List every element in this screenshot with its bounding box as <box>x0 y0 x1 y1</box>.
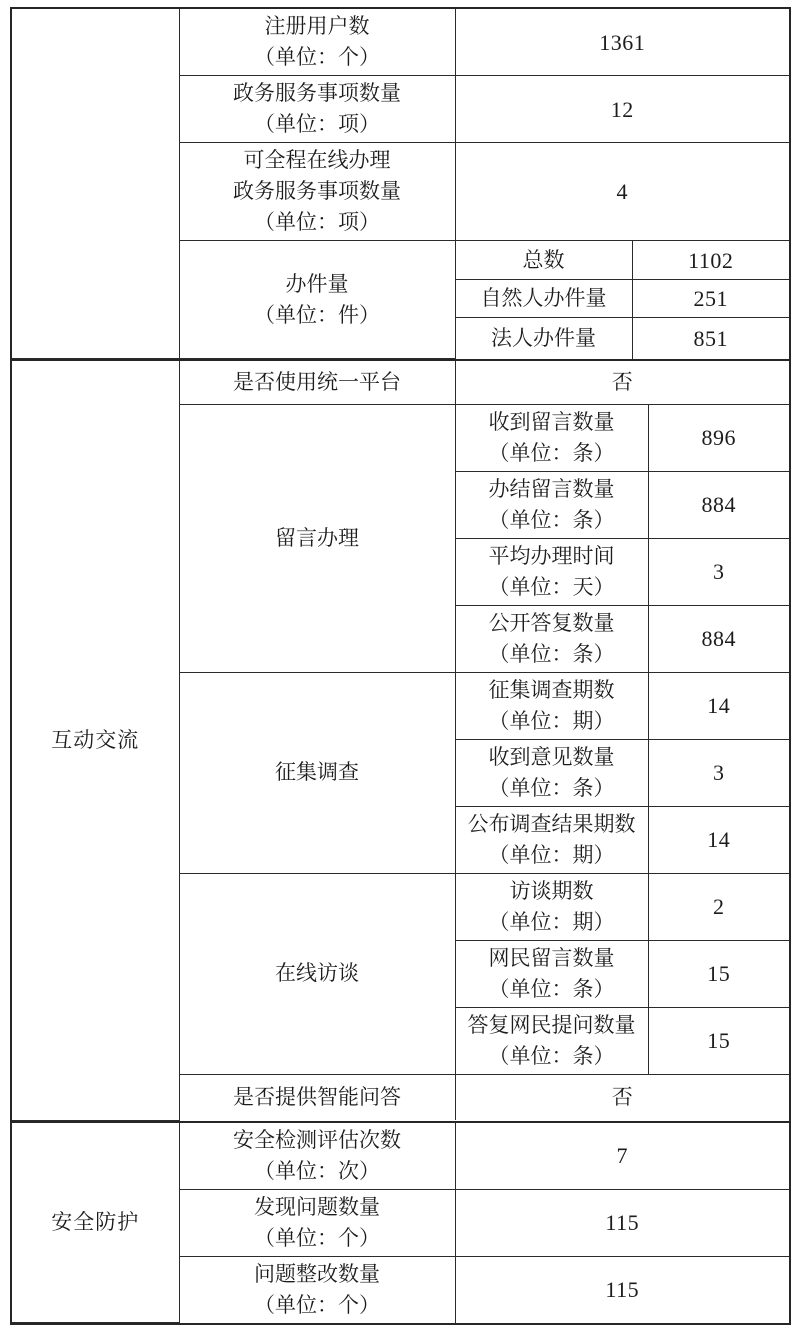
messages-completed-label <box>455 471 648 538</box>
label-line: 问题整改数量 <box>254 1261 380 1286</box>
netizen-messages-label <box>455 940 648 1007</box>
cases-total-value: 1102 <box>632 241 789 280</box>
unit-line: （单位：件） <box>254 302 380 327</box>
smart-qa-label: 是否提供智能问答 <box>179 1074 455 1120</box>
unit-line: （单位：个） <box>254 45 380 69</box>
unit-line: （单位：条） <box>488 507 615 532</box>
unit-line: （单位：期） <box>488 909 615 934</box>
cases-legal-value: 851 <box>632 318 789 359</box>
survey-group-label: 征集调查 <box>179 672 455 873</box>
table-section-top <box>12 9 789 359</box>
label-line: 办结留言数量 <box>488 476 615 501</box>
category-cell-security: 安全防护 <box>12 1122 179 1323</box>
category-cell-interaction: 互动交流 <box>12 360 179 1120</box>
interview-issues-value: 2 <box>648 873 789 940</box>
unit-line: （单位：条） <box>488 440 615 465</box>
label-line: 征集调查期数 <box>488 677 615 702</box>
avg-processing-time-label <box>455 538 648 605</box>
table-section-interaction <box>12 359 789 1121</box>
unit-line: （单位：条） <box>488 1043 615 1068</box>
security-checks-label <box>179 1122 455 1190</box>
cases-legal-label: 法人办件量 <box>455 318 632 359</box>
messages-received-label <box>455 404 648 471</box>
survey-issues-label <box>455 672 648 739</box>
unit-line: （单位：条） <box>488 775 615 800</box>
results-published-label <box>455 806 648 873</box>
problems-found-value: 115 <box>455 1189 789 1256</box>
label-line: 访谈期数 <box>509 878 594 903</box>
unit-line: （单位：期） <box>488 708 615 733</box>
interview-issues-label <box>455 873 648 940</box>
problems-found-label <box>179 1189 455 1256</box>
opinions-received-value: 3 <box>648 739 789 806</box>
results-published-value: 14 <box>648 806 789 873</box>
category-cell-empty <box>12 9 179 359</box>
table-row <box>12 360 789 404</box>
registered-users-value: 1361 <box>455 9 789 76</box>
smart-qa-value: 否 <box>455 1074 789 1120</box>
unit-line: （单位：天） <box>488 574 615 599</box>
unified-platform-value: 否 <box>455 360 789 404</box>
unit-line: （单位：次） <box>254 1158 380 1183</box>
cases-natural-label: 自然人办件量 <box>455 280 632 318</box>
online-service-items-label <box>179 143 455 241</box>
table-row <box>12 9 789 76</box>
interview-group-label: 在线访谈 <box>179 873 455 1074</box>
unit-line: （单位：条） <box>488 641 615 666</box>
label-line: 收到意见数量 <box>488 744 615 769</box>
label-line: 答复网民提问数量 <box>467 1012 636 1037</box>
label-line: 注册用户数 <box>264 14 370 38</box>
messages-completed-value: 884 <box>648 471 789 538</box>
messages-received-value: 896 <box>648 404 789 471</box>
survey-issues-value: 14 <box>648 672 789 739</box>
questions-answered-label <box>455 1007 648 1074</box>
label-line: 公开答复数量 <box>488 610 615 635</box>
security-checks-value: 7 <box>455 1122 789 1190</box>
opinions-received-label <box>455 739 648 806</box>
label-line: 政务服务事项数量 <box>233 179 401 203</box>
unit-line: （单位：个） <box>254 1225 380 1250</box>
label-line: 平均办理时间 <box>488 543 615 568</box>
problems-fixed-value: 115 <box>455 1256 789 1323</box>
table-section-security <box>12 1121 789 1324</box>
label-line: 网民留言数量 <box>488 945 615 970</box>
public-replies-label <box>455 605 648 672</box>
table-row <box>12 1122 789 1190</box>
label-line: 收到留言数量 <box>488 409 615 434</box>
registered-users-label <box>179 9 455 76</box>
unit-line: （单位：期） <box>488 842 615 867</box>
unit-line: （单位：个） <box>254 1292 380 1317</box>
label-line: 政务服务事项数量 <box>233 81 401 105</box>
label-line: 安全检测评估次数 <box>233 1127 401 1152</box>
cases-group-label <box>179 241 455 359</box>
cases-natural-value: 251 <box>632 280 789 318</box>
label-line: 公布调查结果期数 <box>467 811 636 836</box>
label-line: 可全程在线办理 <box>243 148 391 172</box>
unified-platform-label: 是否使用统一平台 <box>179 360 455 404</box>
messages-group-label: 留言办理 <box>179 404 455 672</box>
service-items-label <box>179 76 455 143</box>
public-replies-value: 884 <box>648 605 789 672</box>
label-line: 发现问题数量 <box>254 1194 380 1219</box>
report-table <box>10 7 791 1325</box>
problems-fixed-label <box>179 1256 455 1323</box>
cases-total-label: 总数 <box>455 241 632 280</box>
unit-line: （单位：条） <box>488 976 615 1001</box>
unit-line: （单位：项） <box>254 210 380 234</box>
avg-processing-time-value: 3 <box>648 538 789 605</box>
online-service-items-value: 4 <box>455 143 789 241</box>
unit-line: （单位：项） <box>254 112 380 136</box>
service-items-value: 12 <box>455 76 789 143</box>
label-line: 办件量 <box>285 271 349 296</box>
questions-answered-value: 15 <box>648 1007 789 1074</box>
netizen-messages-value: 15 <box>648 940 789 1007</box>
